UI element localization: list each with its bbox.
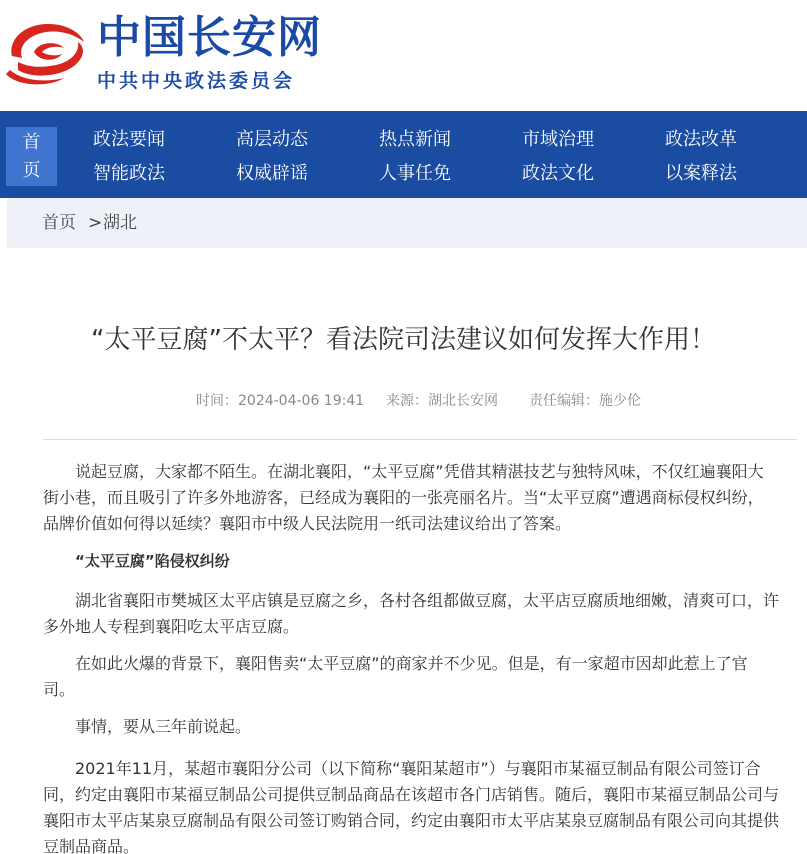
nav-home-label-1: 首 xyxy=(22,132,41,153)
nav-item-yi-an-shifa[interactable]: 以案释法 xyxy=(665,163,737,184)
nav-item-home[interactable] xyxy=(6,127,57,186)
breadcrumb-current[interactable]: 湖北 xyxy=(103,213,137,233)
site-subtitle: 中共中央政法委员会 xyxy=(97,70,296,92)
paragraph-line: 豆制品商品。 xyxy=(43,837,140,854)
nav-item-zhengfa-yaowen[interactable]: 政法要闻 xyxy=(93,129,165,150)
article-time: 时间：2024-04-06 19:41 xyxy=(196,393,365,409)
nav-item-gaoceng-dongtai[interactable]: 高层动态 xyxy=(236,129,308,150)
paragraph-line: 说起豆腐，大家都不陌生。在湖北襄阳，“太平豆腐”凭借其精湛技艺与独特风味，不仅红遍襄阳大 xyxy=(75,462,764,481)
breadcrumb-home[interactable]: 首页 xyxy=(42,213,76,233)
paragraph-line: 同，约定由襄阳市某福豆制品公司提供豆制品商品在该超市各门店销售。随后，襄阳市某福豆制品公司与 xyxy=(43,785,780,804)
site-logo-icon[interactable] xyxy=(4,12,90,88)
article-subheading: “太平豆腐”陷侵权纠纷 xyxy=(75,552,230,570)
site-header xyxy=(0,0,807,111)
main-nav xyxy=(0,111,807,198)
article-paragraph-2 xyxy=(43,588,795,640)
article-paragraph-4 xyxy=(43,714,795,740)
nav-item-zhineng-zhengfa[interactable]: 智能政法 xyxy=(93,163,165,184)
paragraph-line: 事情，要从三年前说起。 xyxy=(75,717,252,736)
nav-item-zhengfa-gaige[interactable]: 政法改革 xyxy=(665,129,737,150)
nav-item-quanwei-piyao[interactable]: 权威辟谣 xyxy=(236,163,308,184)
title-divider xyxy=(43,439,797,440)
article-paragraph-5 xyxy=(43,756,795,854)
site-name[interactable]: 中国长安网 xyxy=(97,12,322,63)
paragraph-line: 在如此火爆的背景下，襄阳售卖“太平豆腐”的商家并不少见。但是，有一家超市因却此惹上了官 xyxy=(75,654,748,673)
article-paragraph-1 xyxy=(43,459,795,537)
article-title: “太平豆腐”不太平？看法院司法建议如何发挥大作用！ xyxy=(91,325,716,355)
article-editor: 责任编辑：施少伦 xyxy=(529,393,641,409)
article-source: 来源：湖北长安网 xyxy=(386,393,498,409)
breadcrumb xyxy=(7,198,807,248)
article-paragraph-3 xyxy=(43,651,795,703)
paragraph-line: 襄阳市太平店某泉豆腐制品有限公司签订购销合同，约定由襄阳市太平店某泉豆腐制品有限公司向其提供 xyxy=(43,811,780,830)
breadcrumb-separator: > xyxy=(88,213,103,233)
nav-item-shiyu-zhili[interactable]: 市域治理 xyxy=(522,129,594,150)
paragraph-line: 多外地人专程到襄阳吃太平店豆腐。 xyxy=(43,617,300,636)
paragraph-line: 2021年11月，某超市襄阳分公司（以下简称“襄阳某超市”）与襄阳市某福豆制品有限公司签订合 xyxy=(75,759,761,778)
nav-home-label-2: 页 xyxy=(22,160,41,181)
paragraph-line: 司。 xyxy=(43,680,76,699)
paragraph-line: 街小巷，而且吸引了许多外地游客，已经成为襄阳的一张亮丽名片。当“太平豆腐”遭遇商标侵权纠纷， xyxy=(43,488,764,507)
nav-item-redian-xinwen[interactable]: 热点新闻 xyxy=(379,129,451,150)
nav-item-renshi-renmian[interactable]: 人事任免 xyxy=(379,163,451,184)
paragraph-line: 品牌价值如何得以延续？襄阳市中级人民法院用一纸司法建议给出了答案。 xyxy=(43,514,572,533)
nav-item-zhengfa-wenhua[interactable]: 政法文化 xyxy=(522,163,594,184)
paragraph-line: 湖北省襄阳市樊城区太平店镇是豆腐之乡，各村各组都做豆腐，太平店豆腐质地细嫩，清爽可口，许 xyxy=(75,591,780,610)
